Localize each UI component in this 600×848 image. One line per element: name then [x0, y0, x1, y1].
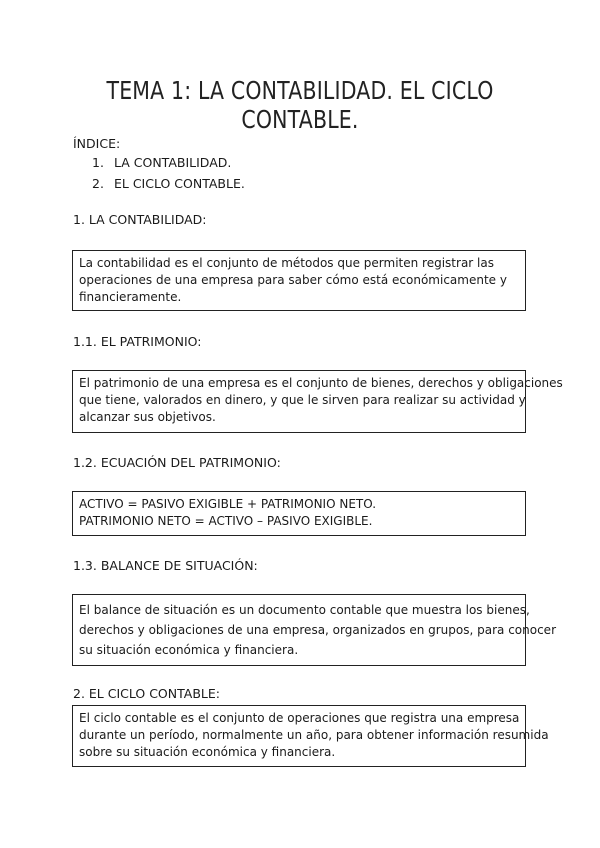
box-line: que tiene, valorados en dinero, y que le sirven para realizar su actividad y: [79, 393, 526, 407]
box-line: operaciones de una empresa para saber cómo está económicamente y: [79, 273, 507, 287]
definition-box: [72, 594, 556, 666]
box-line: derechos y obligaciones de una empresa, organizados en grupos, para conocer: [79, 623, 556, 637]
box-line: financieramente.: [79, 290, 182, 304]
toc-item-number: 2.: [92, 176, 104, 191]
definition-box: [72, 705, 549, 767]
box-line: La contabilidad es el conjunto de métodos que permiten registrar las: [79, 256, 494, 270]
toc-item: [92, 155, 231, 170]
box-line: El balance de situación es un documento contable que muestra los bienes,: [79, 603, 530, 617]
box-line: El patrimonio de una empresa es el conjunto de bienes, derechos y obligaciones: [79, 376, 563, 390]
equation-box: [72, 491, 526, 536]
box-line: alcanzar sus objetivos.: [79, 410, 216, 424]
box-line: durante un período, normalmente un año, para obtener información resumida: [79, 728, 549, 742]
box-line: PATRIMONIO NETO = ACTIVO – PASIVO EXIGIBLE.: [79, 514, 373, 528]
section-heading: 2. EL CICLO CONTABLE:: [73, 686, 220, 701]
toc-item-label: EL CICLO CONTABLE.: [113, 176, 245, 191]
box-line: ACTIVO = PASIVO EXIGIBLE + PATRIMONIO NETO.: [79, 497, 377, 511]
page-title: TEMA 1: LA CONTABILIDAD. EL CICLO CONTABLE.: [106, 76, 494, 134]
box-line: su situación económica y financiera.: [79, 643, 299, 657]
toc-item: [92, 176, 245, 191]
box-line: sobre su situación económica y financiera.: [79, 745, 336, 759]
section-heading: 1.2. ECUACIÓN DEL PATRIMONIO:: [73, 455, 281, 470]
index-heading: ÍNDICE:: [73, 136, 121, 151]
definition-box: [72, 250, 526, 311]
section-heading: 1. LA CONTABILIDAD:: [73, 212, 207, 227]
box-line: El ciclo contable es el conjunto de operaciones que registra una empresa: [79, 711, 520, 725]
definition-box: [72, 370, 563, 433]
section-heading: 1.1. EL PATRIMONIO:: [73, 334, 202, 349]
toc-item-number: 1.: [92, 155, 104, 170]
toc-item-label: LA CONTABILIDAD.: [113, 155, 232, 170]
section-heading: 1.3. BALANCE DE SITUACIÓN:: [73, 558, 258, 573]
